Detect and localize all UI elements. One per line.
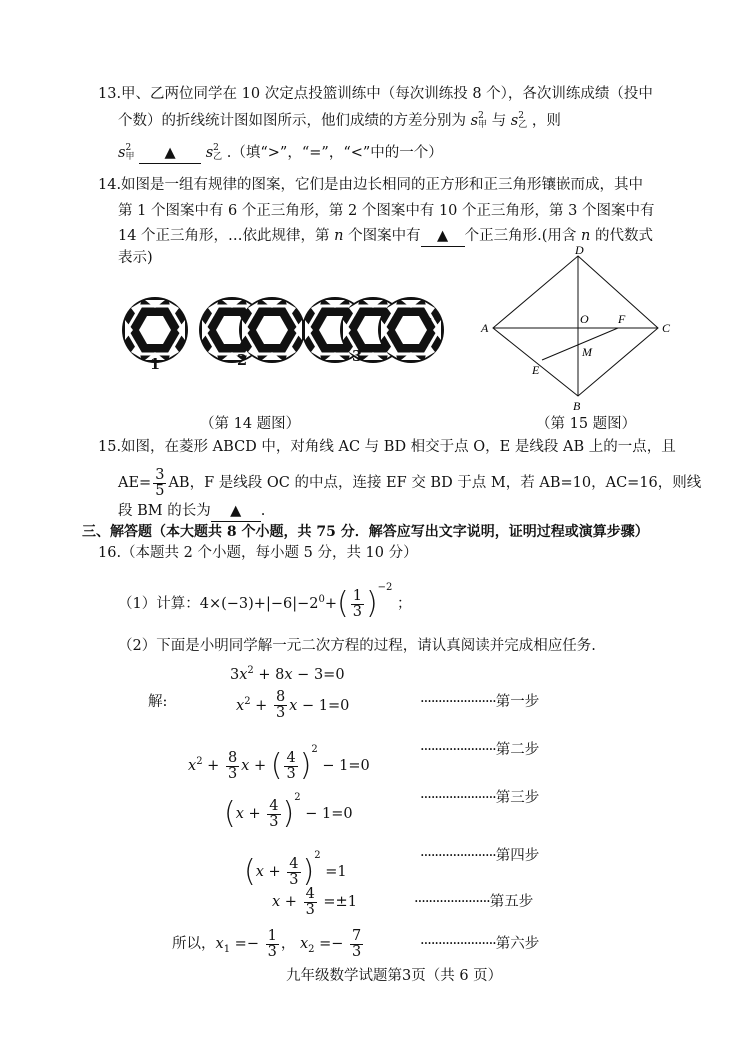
label-C: C xyxy=(662,321,671,335)
label-B: B xyxy=(573,399,581,413)
q16-part1: （1）计算：$4\times(-3)+|-6|-2^0+$( $\frac{1}{3}$ )$^{-2}$ ； xyxy=(118,582,412,621)
pattern-3 xyxy=(302,297,444,363)
label-O: O xyxy=(580,312,589,326)
q14-line3: 14 个正三角形，…依此规律，第 n 个图案中有 ▲ 个正三角形.(用含 n 的代数式 xyxy=(118,226,653,247)
q14-caption: （第 14 题图） xyxy=(200,416,301,432)
pattern-1 xyxy=(122,297,188,363)
page-footer: 九年级数学试题第3页（共 6 页） xyxy=(286,968,503,984)
q14-line1: 14.如图是一组有规律的图案，它们是由边长相同的正方形和正三角形镶嵌而成，其中 xyxy=(98,177,644,193)
q15-caption: （第 15 题图） xyxy=(536,416,637,432)
step1-label: ·····················第一步 xyxy=(420,694,540,710)
pattern-2 xyxy=(199,297,305,363)
q16-part2: （2）下面是小明同学解一元二次方程的过程，请认真阅读并完成相应任务. xyxy=(118,638,596,654)
jie-label: 解: xyxy=(148,694,168,710)
q13-line1: 13.甲、乙两位同学在 10 次定点投篮训练中（每次训练投 8 个），各次训练成绩（投中 xyxy=(98,86,653,102)
q15-rhombus-figure xyxy=(478,244,688,414)
eq-step1: $x^2$ + $\frac{8}{3}$ x − 1=0 xyxy=(236,689,350,722)
eq-step2: $x^2$ + $\frac{8}{3}$ x + ( $\frac{4}{3}$ )$^2$ − 1=0 xyxy=(188,744,370,783)
eq-step3: (x + $\frac{4}{3}$ )$^2$ − 1=0 xyxy=(224,792,353,831)
q16-heading: 16.（本题共 2 个小题，每小题 5 分，共 10 分） xyxy=(98,545,418,561)
q13-line2: 个数）的折线统计图如图所示，他们成绩的方差分别为 s 2 甲 与 s 2 乙 ，则 xyxy=(118,111,561,130)
pattern-ellipsis: … xyxy=(428,308,443,324)
pattern-label-2: 2 xyxy=(237,352,248,369)
pattern-label-3: 3 xyxy=(352,348,363,365)
label-A: A xyxy=(481,321,489,335)
step2-label: ·····················第二步 xyxy=(420,742,540,758)
label-D: D xyxy=(575,244,584,257)
label-M: M xyxy=(582,345,592,359)
step3-label: ·····················第三步 xyxy=(420,790,540,806)
step6-label: ·····················第六步 xyxy=(420,936,540,952)
step5-label: ·····················第五步 xyxy=(414,894,534,910)
q14-pattern-figure xyxy=(120,290,460,380)
q15-line3: 段 BM 的长为 ▲ . xyxy=(118,501,265,522)
eq-step6: 所以，$x_1$ =− $\frac{1}{3}$ ， $x_2$ =− $\frac{7}{3}$ xyxy=(172,927,362,960)
eq-step5: x + $\frac{4}{3}$ =±1 xyxy=(272,885,357,918)
q14-line2: 第 1 个图案中有 6 个正三角形，第 2 个图案中有 10 个正三角形，第 3 个图案中有 xyxy=(118,203,655,219)
q15-line1: 15.如图，在菱形 ABCD 中，对角线 AC 与 BD 相交于点 O，E 是线段 AB 上的一点，且 xyxy=(98,439,676,455)
answer-blank-q15[interactable]: ▲ xyxy=(211,501,261,522)
answer-blank-q13[interactable]: ▲ xyxy=(139,143,201,164)
q13-line3: s 2 甲 ▲ s 2 乙 .（填“>”，“=”，“<”中的一个） xyxy=(118,143,443,162)
pattern-label-1: 1 xyxy=(150,356,161,373)
label-F: F xyxy=(618,312,626,326)
answer-blank-q14[interactable]: ▲ xyxy=(421,226,465,247)
section3-heading: 三、解答题（本大题共 8 个小题，共 75 分．解答应写出文字说明，证明过程或演算步骤） xyxy=(82,524,649,540)
q14-line4: 表示) xyxy=(118,250,153,266)
step4-label: ·····················第四步 xyxy=(420,848,540,864)
q15-line2: AE= $\frac{3}{5}$ AB，F 是线段 OC 的中点，连接 EF 交 BD 于点 M，若 AB=10，AC=16，则线 xyxy=(118,466,702,499)
eq-original: $3x^2 + 8x - 3=0$ xyxy=(230,665,345,683)
label-E: E xyxy=(532,363,540,377)
eq-step4: (x + $\frac{4}{3}$ )$^2$ =1 xyxy=(244,850,347,889)
